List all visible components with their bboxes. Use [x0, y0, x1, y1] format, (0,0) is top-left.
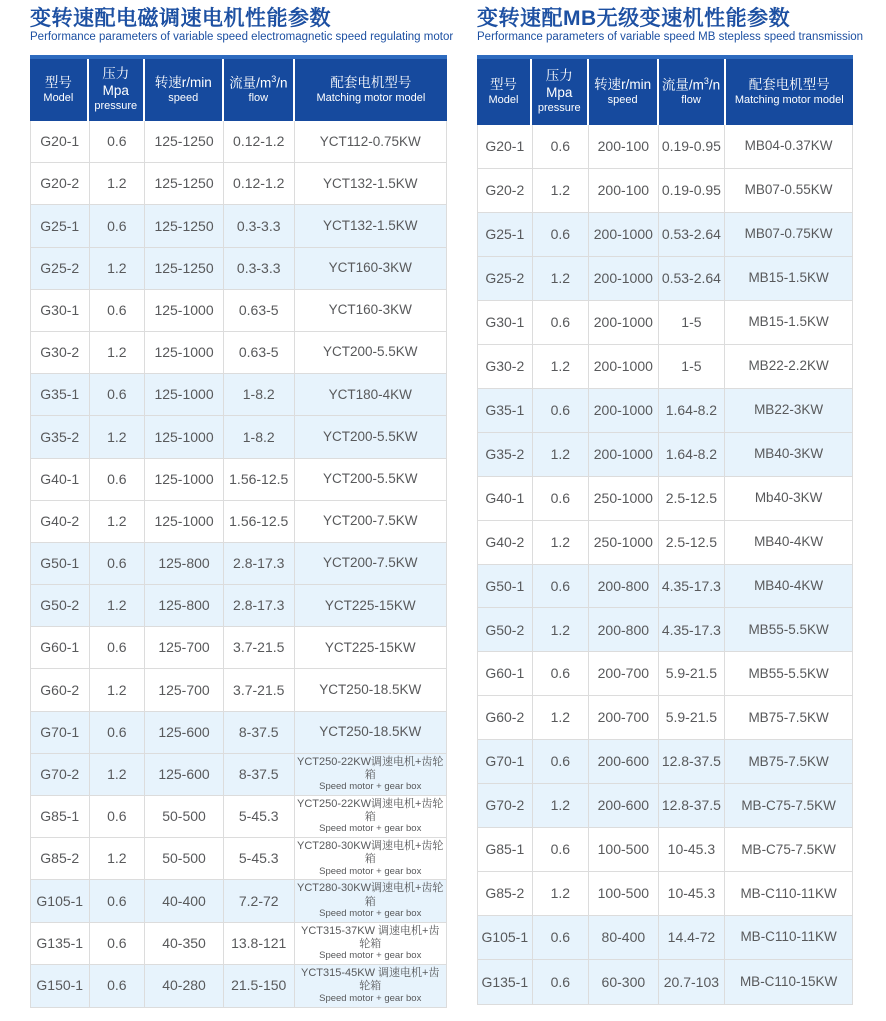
header-cell	[659, 59, 726, 125]
cell-speed: 125-1000	[145, 416, 224, 458]
cell-pressure: 1.2	[90, 416, 146, 458]
cell-model: G50-1	[478, 565, 533, 609]
table-row	[478, 652, 852, 696]
table-body	[477, 125, 853, 1005]
header-label-zh: 流量$/m^3/n$	[661, 75, 721, 93]
cell-pressure: 0.6	[90, 459, 146, 501]
cell-motor: YCT200-7.5KW	[295, 501, 446, 543]
table-row	[31, 627, 446, 669]
cell-speed: 200-800	[589, 608, 659, 652]
cell-motor: YCT132-1.5KW	[295, 205, 446, 247]
cell-pressure: 1.2	[90, 501, 146, 543]
cell-pressure: 0.6	[90, 205, 146, 247]
header-label-en: pressure	[94, 100, 138, 112]
cell-flow: 3.7-21.5	[224, 669, 295, 711]
header-label-en: speed	[607, 93, 638, 106]
cell-model: G40-1	[478, 477, 533, 521]
cell-speed: 250-1000	[589, 521, 659, 565]
cell-flow: 0.53-2.64	[659, 257, 726, 301]
cell-motor: MB40-3KW	[725, 433, 852, 477]
cell-model: G85-1	[31, 796, 90, 838]
cell-speed: 40-400	[145, 880, 224, 922]
right-table-title: 变转速配MB无级变速机性能参数	[477, 7, 791, 30]
cell-speed: 125-600	[145, 712, 224, 754]
cell-speed: 200-1000	[589, 345, 659, 389]
cell-speed: 40-280	[145, 965, 224, 1007]
cell-flow: 10-45.3	[659, 828, 726, 872]
cell-pressure: 1.2	[90, 332, 146, 374]
cell-speed: 125-1250	[145, 205, 224, 247]
cell-speed: 125-1000	[145, 501, 224, 543]
header-cell	[726, 59, 853, 125]
cell-speed: 200-100	[589, 125, 659, 169]
cell-flow: 2.8-17.3	[224, 543, 295, 585]
header-label-en: flow	[248, 92, 269, 105]
cell-pressure: 1.2	[533, 696, 589, 740]
cell-model: G85-2	[31, 838, 90, 880]
cell-motor-subtext: Speed motor + gear box	[319, 781, 422, 793]
cell-motor: MB-C110-11KW	[725, 916, 852, 960]
table-row	[478, 740, 852, 784]
table-row	[478, 828, 852, 872]
cell-flow: 1-8.2	[224, 374, 295, 416]
table-row	[31, 669, 446, 711]
cell-speed: 125-1250	[145, 121, 224, 163]
cell-flow: 3.7-21.5	[224, 627, 295, 669]
cell-pressure: 0.6	[90, 374, 146, 416]
table-row	[31, 416, 446, 458]
cell-model: G30-1	[478, 301, 533, 345]
cell-flow: 0.12-1.2	[224, 121, 295, 163]
cell-speed: 125-600	[145, 754, 224, 796]
cell-speed: 200-1000	[589, 433, 659, 477]
cell-pressure: 1.2	[533, 169, 589, 213]
table-row	[478, 521, 852, 565]
table-row	[31, 332, 446, 374]
cell-motor: MB40-4KW	[725, 521, 852, 565]
cell-model: G70-1	[478, 740, 533, 784]
right-table-subtitle: Performance parameters of variable speed MB stepless speed transmission	[477, 31, 864, 44]
cell-speed: 200-1000	[589, 389, 659, 433]
cell-motor: MB-C75-7.5KW	[725, 784, 852, 828]
cell-speed: 200-1000	[589, 257, 659, 301]
table-row	[31, 838, 446, 880]
table-row	[478, 696, 852, 740]
cell-model: G35-1	[478, 389, 533, 433]
cell-flow: 7.2-72	[224, 880, 295, 922]
cell-model: G20-2	[478, 169, 533, 213]
header-label-zh: 配套电机型号	[330, 74, 412, 90]
table-body	[30, 121, 447, 1008]
cell-model: G20-1	[31, 121, 90, 163]
header-label-en: pressure	[537, 102, 581, 114]
table-row	[478, 213, 852, 257]
cell-model: G25-2	[31, 248, 90, 290]
cell-model: G40-1	[31, 459, 90, 501]
table-row	[478, 389, 852, 433]
table-row	[478, 477, 852, 521]
cell-pressure: 0.6	[90, 796, 146, 838]
cell-flow: 1-5	[659, 345, 726, 389]
cell-motor: MB07-0.55KW	[725, 169, 852, 213]
cell-flow: 21.5-150	[224, 965, 295, 1007]
cell-speed: 50-500	[145, 796, 224, 838]
table-row	[31, 290, 446, 332]
cell-pressure: 0.6	[90, 923, 146, 965]
table-row	[31, 880, 446, 922]
cell-model: G35-2	[31, 416, 90, 458]
table-row	[31, 923, 446, 965]
table-row	[31, 121, 446, 163]
cell-motor: YCT225-15KW	[295, 627, 446, 669]
cell-motor: MB-C75-7.5KW	[725, 828, 852, 872]
cell-model: G60-2	[31, 669, 90, 711]
cell-model: G25-1	[478, 213, 533, 257]
table-header-row	[30, 55, 447, 121]
cell-flow: 12.8-37.5	[659, 740, 726, 784]
cell-motor: YCT315-37KW 调速电机+齿轮箱 Speed motor + gear box	[295, 923, 446, 965]
left-table-title-block	[30, 7, 460, 45]
cell-flow: 0.63-5	[224, 290, 295, 332]
cell-pressure: 0.6	[90, 121, 146, 163]
cell-speed: 125-700	[145, 627, 224, 669]
header-label-zh: 型号	[44, 74, 72, 90]
cell-motor: YCT160-3KW	[295, 290, 446, 332]
cell-flow: 8-37.5	[224, 712, 295, 754]
table-row	[31, 205, 446, 247]
cell-motor-subtext: Speed motor + gear box	[319, 949, 422, 961]
cell-flow: 2.8-17.3	[224, 585, 295, 627]
cell-motor: YCT112-0.75KW	[295, 121, 446, 163]
cell-flow: 4.35-17.3	[659, 565, 726, 609]
cell-motor-subtext: Speed motor + gear box	[319, 907, 422, 919]
table-row	[31, 248, 446, 290]
cell-model: G30-2	[478, 345, 533, 389]
cell-pressure: 1.2	[533, 257, 589, 301]
header-label-zh: 压力Mpa	[545, 68, 573, 101]
cell-model: G25-2	[478, 257, 533, 301]
header-cell	[589, 59, 659, 125]
table-row	[31, 374, 446, 416]
cell-flow: 14.4-72	[659, 916, 726, 960]
cell-model: G60-2	[478, 696, 533, 740]
cell-pressure: 0.6	[533, 301, 589, 345]
cell-speed: 80-400	[589, 916, 659, 960]
header-label-zh: 型号	[489, 76, 517, 92]
cell-motor: MB04-0.37KW	[725, 125, 852, 169]
table-row	[31, 459, 446, 501]
cell-speed: 100-500	[589, 828, 659, 872]
cell-flow: 0.63-5	[224, 332, 295, 374]
cell-flow: 5-45.3	[224, 796, 295, 838]
header-label-zh: 转速r/min	[154, 74, 212, 90]
cell-speed: 125-800	[145, 543, 224, 585]
table-row	[31, 965, 446, 1007]
cell-flow: 2.5-12.5	[659, 477, 726, 521]
cell-motor: YCT200-5.5KW	[295, 459, 446, 501]
table-row	[31, 712, 446, 754]
header-cell	[30, 59, 89, 121]
cell-motor: MB07-0.75KW	[725, 213, 852, 257]
cell-pressure: 0.6	[90, 965, 146, 1007]
cell-pressure: 1.2	[90, 585, 146, 627]
cell-flow: 1.56-12.5	[224, 501, 295, 543]
cell-pressure: 0.6	[533, 213, 589, 257]
cell-motor: MB22-3KW	[725, 389, 852, 433]
cell-pressure: 1.2	[533, 608, 589, 652]
cell-model: G30-1	[31, 290, 90, 332]
cell-motor: Mb40-3KW	[725, 477, 852, 521]
cell-flow: 0.53-2.64	[659, 213, 726, 257]
cell-motor: YCT280-30KW调速电机+齿轮箱 Speed motor + gear box	[295, 838, 446, 880]
cell-motor: YCT250-18.5KW	[295, 712, 446, 754]
cell-model: G20-2	[31, 163, 90, 205]
cell-speed: 100-500	[589, 872, 659, 916]
cell-motor: MB75-7.5KW	[725, 696, 852, 740]
table-header-row	[477, 55, 853, 125]
cell-speed: 200-1000	[589, 301, 659, 345]
table-row	[31, 501, 446, 543]
cell-pressure: 1.2	[533, 345, 589, 389]
cell-pressure: 0.6	[90, 290, 146, 332]
cell-motor: YCT132-1.5KW	[295, 163, 446, 205]
table-row	[478, 916, 852, 960]
cell-model: G40-2	[478, 521, 533, 565]
cell-flow: 12.8-37.5	[659, 784, 726, 828]
cell-speed: 60-300	[589, 960, 659, 1004]
cell-speed: 125-700	[145, 669, 224, 711]
cell-flow: 2.5-12.5	[659, 521, 726, 565]
header-label-en: flow	[681, 94, 701, 107]
header-label-en: Model	[488, 93, 519, 106]
cell-flow: 0.3-3.3	[224, 248, 295, 290]
cell-model: G150-1	[31, 965, 90, 1007]
cell-motor: MB15-1.5KW	[725, 301, 852, 345]
cell-speed: 125-1250	[145, 163, 224, 205]
cell-flow: 20.7-103	[659, 960, 726, 1004]
cell-model: G70-2	[478, 784, 533, 828]
cell-speed: 40-350	[145, 923, 224, 965]
table-row	[31, 543, 446, 585]
cell-pressure: 1.2	[90, 248, 146, 290]
cell-speed: 125-1000	[145, 332, 224, 374]
cell-pressure: 1.2	[533, 521, 589, 565]
header-label-en: speed	[168, 91, 199, 104]
table-row	[478, 608, 852, 652]
cell-pressure: 0.6	[90, 543, 146, 585]
header-cell	[477, 59, 532, 125]
cell-motor: YCT160-3KW	[295, 248, 446, 290]
cell-model: G50-2	[31, 585, 90, 627]
cell-motor: YCT250-18.5KW	[295, 669, 446, 711]
table-row	[478, 784, 852, 828]
cell-motor: MB55-5.5KW	[725, 608, 852, 652]
table-row	[478, 301, 852, 345]
cell-motor-subtext: Speed motor + gear box	[319, 992, 422, 1004]
cell-speed: 200-100	[589, 169, 659, 213]
cell-model: G50-1	[31, 543, 90, 585]
header-label-zh: 转速r/min	[594, 76, 652, 92]
cell-motor: YCT180-4KW	[295, 374, 446, 416]
table-row	[31, 585, 446, 627]
cell-model: G85-1	[478, 828, 533, 872]
cell-speed: 250-1000	[589, 477, 659, 521]
cell-model: G70-1	[31, 712, 90, 754]
cell-pressure: 0.6	[533, 565, 589, 609]
cell-flow: 1.64-8.2	[659, 389, 726, 433]
cell-speed: 50-500	[145, 838, 224, 880]
header-cell	[295, 59, 447, 121]
cell-motor: YCT200-5.5KW	[295, 332, 446, 374]
cell-flow: 0.3-3.3	[224, 205, 295, 247]
cell-speed: 200-800	[589, 565, 659, 609]
cell-model: G85-2	[478, 872, 533, 916]
cell-flow: 1-5	[659, 301, 726, 345]
cell-pressure: 1.2	[533, 433, 589, 477]
table-row	[31, 163, 446, 205]
cell-pressure: 0.6	[90, 627, 146, 669]
cell-pressure: 1.2	[90, 669, 146, 711]
cell-pressure: 1.2	[90, 163, 146, 205]
header-cell	[145, 59, 224, 121]
header-label-zh: 配套电机型号	[748, 76, 830, 92]
left-table-title: 变转速配电磁调速电机性能参数	[30, 7, 331, 30]
cell-motor: YCT280-30KW调速电机+齿轮箱 Speed motor + gear box	[295, 880, 446, 922]
cell-pressure: 0.6	[533, 389, 589, 433]
electromagnetic-motor-table	[30, 55, 447, 1008]
cell-speed: 200-600	[589, 784, 659, 828]
cell-model: G105-1	[478, 916, 533, 960]
right-table-title-block	[477, 7, 886, 45]
table-row	[31, 796, 446, 838]
cell-flow: 0.19-0.95	[659, 125, 726, 169]
cell-motor: YCT200-5.5KW	[295, 416, 446, 458]
cell-flow: 5.9-21.5	[659, 696, 726, 740]
cell-model: G40-2	[31, 501, 90, 543]
cell-flow: 5-45.3	[224, 838, 295, 880]
cell-pressure: 1.2	[90, 838, 146, 880]
cell-speed: 125-1000	[145, 459, 224, 501]
cell-pressure: 0.6	[90, 880, 146, 922]
cell-model: G30-2	[31, 332, 90, 374]
cell-speed: 125-1250	[145, 248, 224, 290]
cell-motor: MB75-7.5KW	[725, 740, 852, 784]
header-label-en: Matching motor model	[734, 93, 844, 106]
cell-motor: YCT250-22KW调速电机+齿轮箱 Speed motor + gear box	[295, 796, 446, 838]
header-label-en: Model	[43, 91, 74, 104]
table-row	[478, 433, 852, 477]
cell-speed: 200-700	[589, 652, 659, 696]
table-row	[478, 872, 852, 916]
left-table-subtitle: Performance parameters of variable speed electromagnetic speed regulating motor	[30, 31, 454, 44]
cell-flow: 0.12-1.2	[224, 163, 295, 205]
cell-pressure: 0.6	[90, 712, 146, 754]
cell-flow: 1.56-12.5	[224, 459, 295, 501]
cell-speed: 125-1000	[145, 290, 224, 332]
cell-model: G60-1	[31, 627, 90, 669]
cell-motor-subtext: Speed motor + gear box	[319, 865, 422, 877]
cell-motor: MB55-5.5KW	[725, 652, 852, 696]
cell-pressure: 0.6	[533, 740, 589, 784]
cell-motor-subtext: Speed motor + gear box	[319, 823, 422, 835]
cell-pressure: 0.6	[533, 916, 589, 960]
table-row	[31, 754, 446, 796]
cell-motor: YCT315-45KW 调速电机+齿轮箱 Speed motor + gear box	[295, 965, 446, 1007]
header-label-zh: 压力Mpa	[102, 66, 130, 99]
cell-speed: 125-1000	[145, 374, 224, 416]
cell-speed: 200-700	[589, 696, 659, 740]
header-label-zh: 流量$/m^3/n$	[229, 73, 288, 91]
cell-flow: 10-45.3	[659, 872, 726, 916]
cell-pressure: 1.2	[533, 784, 589, 828]
table-row	[478, 345, 852, 389]
cell-pressure: 0.6	[533, 477, 589, 521]
cell-flow: 1-8.2	[224, 416, 295, 458]
cell-flow: 0.19-0.95	[659, 169, 726, 213]
table-row	[478, 257, 852, 301]
cell-flow: 8-37.5	[224, 754, 295, 796]
table-row	[478, 125, 852, 169]
table-row	[478, 565, 852, 609]
cell-model: G135-1	[478, 960, 533, 1004]
cell-model: G20-1	[478, 125, 533, 169]
mb-transmission-table	[477, 55, 853, 1005]
header-cell	[224, 59, 295, 121]
cell-pressure: 0.6	[533, 828, 589, 872]
cell-motor: YCT200-7.5KW	[295, 543, 446, 585]
header-cell	[89, 59, 145, 121]
cell-pressure: 0.6	[533, 960, 589, 1004]
cell-flow: 4.35-17.3	[659, 608, 726, 652]
cell-model: G105-1	[31, 880, 90, 922]
table-row	[478, 960, 852, 1004]
cell-motor: MB40-4KW	[725, 565, 852, 609]
cell-model: G60-1	[478, 652, 533, 696]
header-label-en: Matching motor model	[316, 91, 426, 104]
table-row	[478, 169, 852, 213]
cell-flow: 13.8-121	[224, 923, 295, 965]
header-cell	[532, 59, 589, 125]
cell-model: G50-2	[478, 608, 533, 652]
cell-pressure: 0.6	[533, 125, 589, 169]
cell-pressure: 0.6	[533, 652, 589, 696]
cell-motor: MB15-1.5KW	[725, 257, 852, 301]
cell-model: G70-2	[31, 754, 90, 796]
cell-motor: MB-C110-15KW	[725, 960, 852, 1004]
cell-flow: 5.9-21.5	[659, 652, 726, 696]
cell-model: G35-1	[31, 374, 90, 416]
cell-motor: MB-C110-11KW	[725, 872, 852, 916]
cell-model: G135-1	[31, 923, 90, 965]
cell-model: G25-1	[31, 205, 90, 247]
cell-speed: 200-600	[589, 740, 659, 784]
cell-pressure: 1.2	[533, 872, 589, 916]
cell-pressure: 1.2	[90, 754, 146, 796]
cell-motor: YCT225-15KW	[295, 585, 446, 627]
cell-speed: 125-800	[145, 585, 224, 627]
cell-motor: YCT250-22KW调速电机+齿轮箱 Speed motor + gear box	[295, 754, 446, 796]
cell-flow: 1.64-8.2	[659, 433, 726, 477]
cell-model: G35-2	[478, 433, 533, 477]
cell-speed: 200-1000	[589, 213, 659, 257]
cell-motor: MB22-2.2KW	[725, 345, 852, 389]
